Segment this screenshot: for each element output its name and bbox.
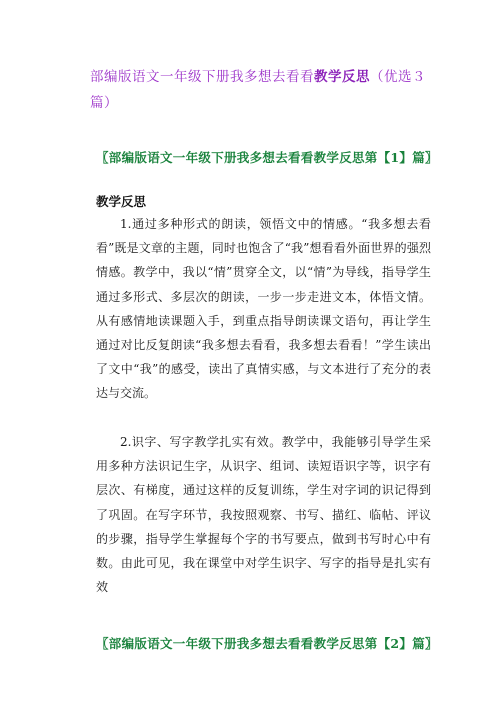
paragraph-1: 1.通过多种形式的朗读，领悟文中的情感。“我多想去看看”既是文章的主题，同时也饱含了“我”想看看外面世界的强烈情感。教学中，我以“情”贯穿全文，以“情”为导线，指导学生通过多形式、多层次的朗读，一步一步走进文本，体悟文情。从有感情地读课题入手，到重点指导朗读课文语句，再让学生通过对比反复朗读“我多想去看看，我多想去看看！”学生读出了文中“我”的感受，读出了真情实感，与文本进行了充分的表达与交流。 [96,217,431,401]
title-suffix: （优选３篇） [90,69,426,111]
subheading-reflection: 教学反思 [96,194,147,209]
title-bold-part: 教学反思 [314,69,370,85]
paragraph-2: 2.识字、写字教学扎实有效。教学中，我能够引导学生采用多种方法识记生字，从识字、组词、读短语识字等，识字有层次、有梯度，通过这样的反复训练，学生对字词的识记得到了巩固。在写字环节，我按照观察、书写、描红、临帖、评议的步骤，指导学生掌握每个字的书写要点，做到书写时心中有数。由此可见，我在课堂中对学生识字、写字的指导是扎实有效 [96,435,431,595]
section-1-heading: 〖部编版语文一年级下册我多想去看看教学反思第【1】篇〗 [96,150,438,165]
document-title [90,64,440,116]
section-2-heading: 〖部编版语文一年级下册我多想去看看教学反思第【2】篇〗 [96,636,438,651]
title-prefix: 部编版语文一年级下册我多想去看看 [90,69,314,85]
